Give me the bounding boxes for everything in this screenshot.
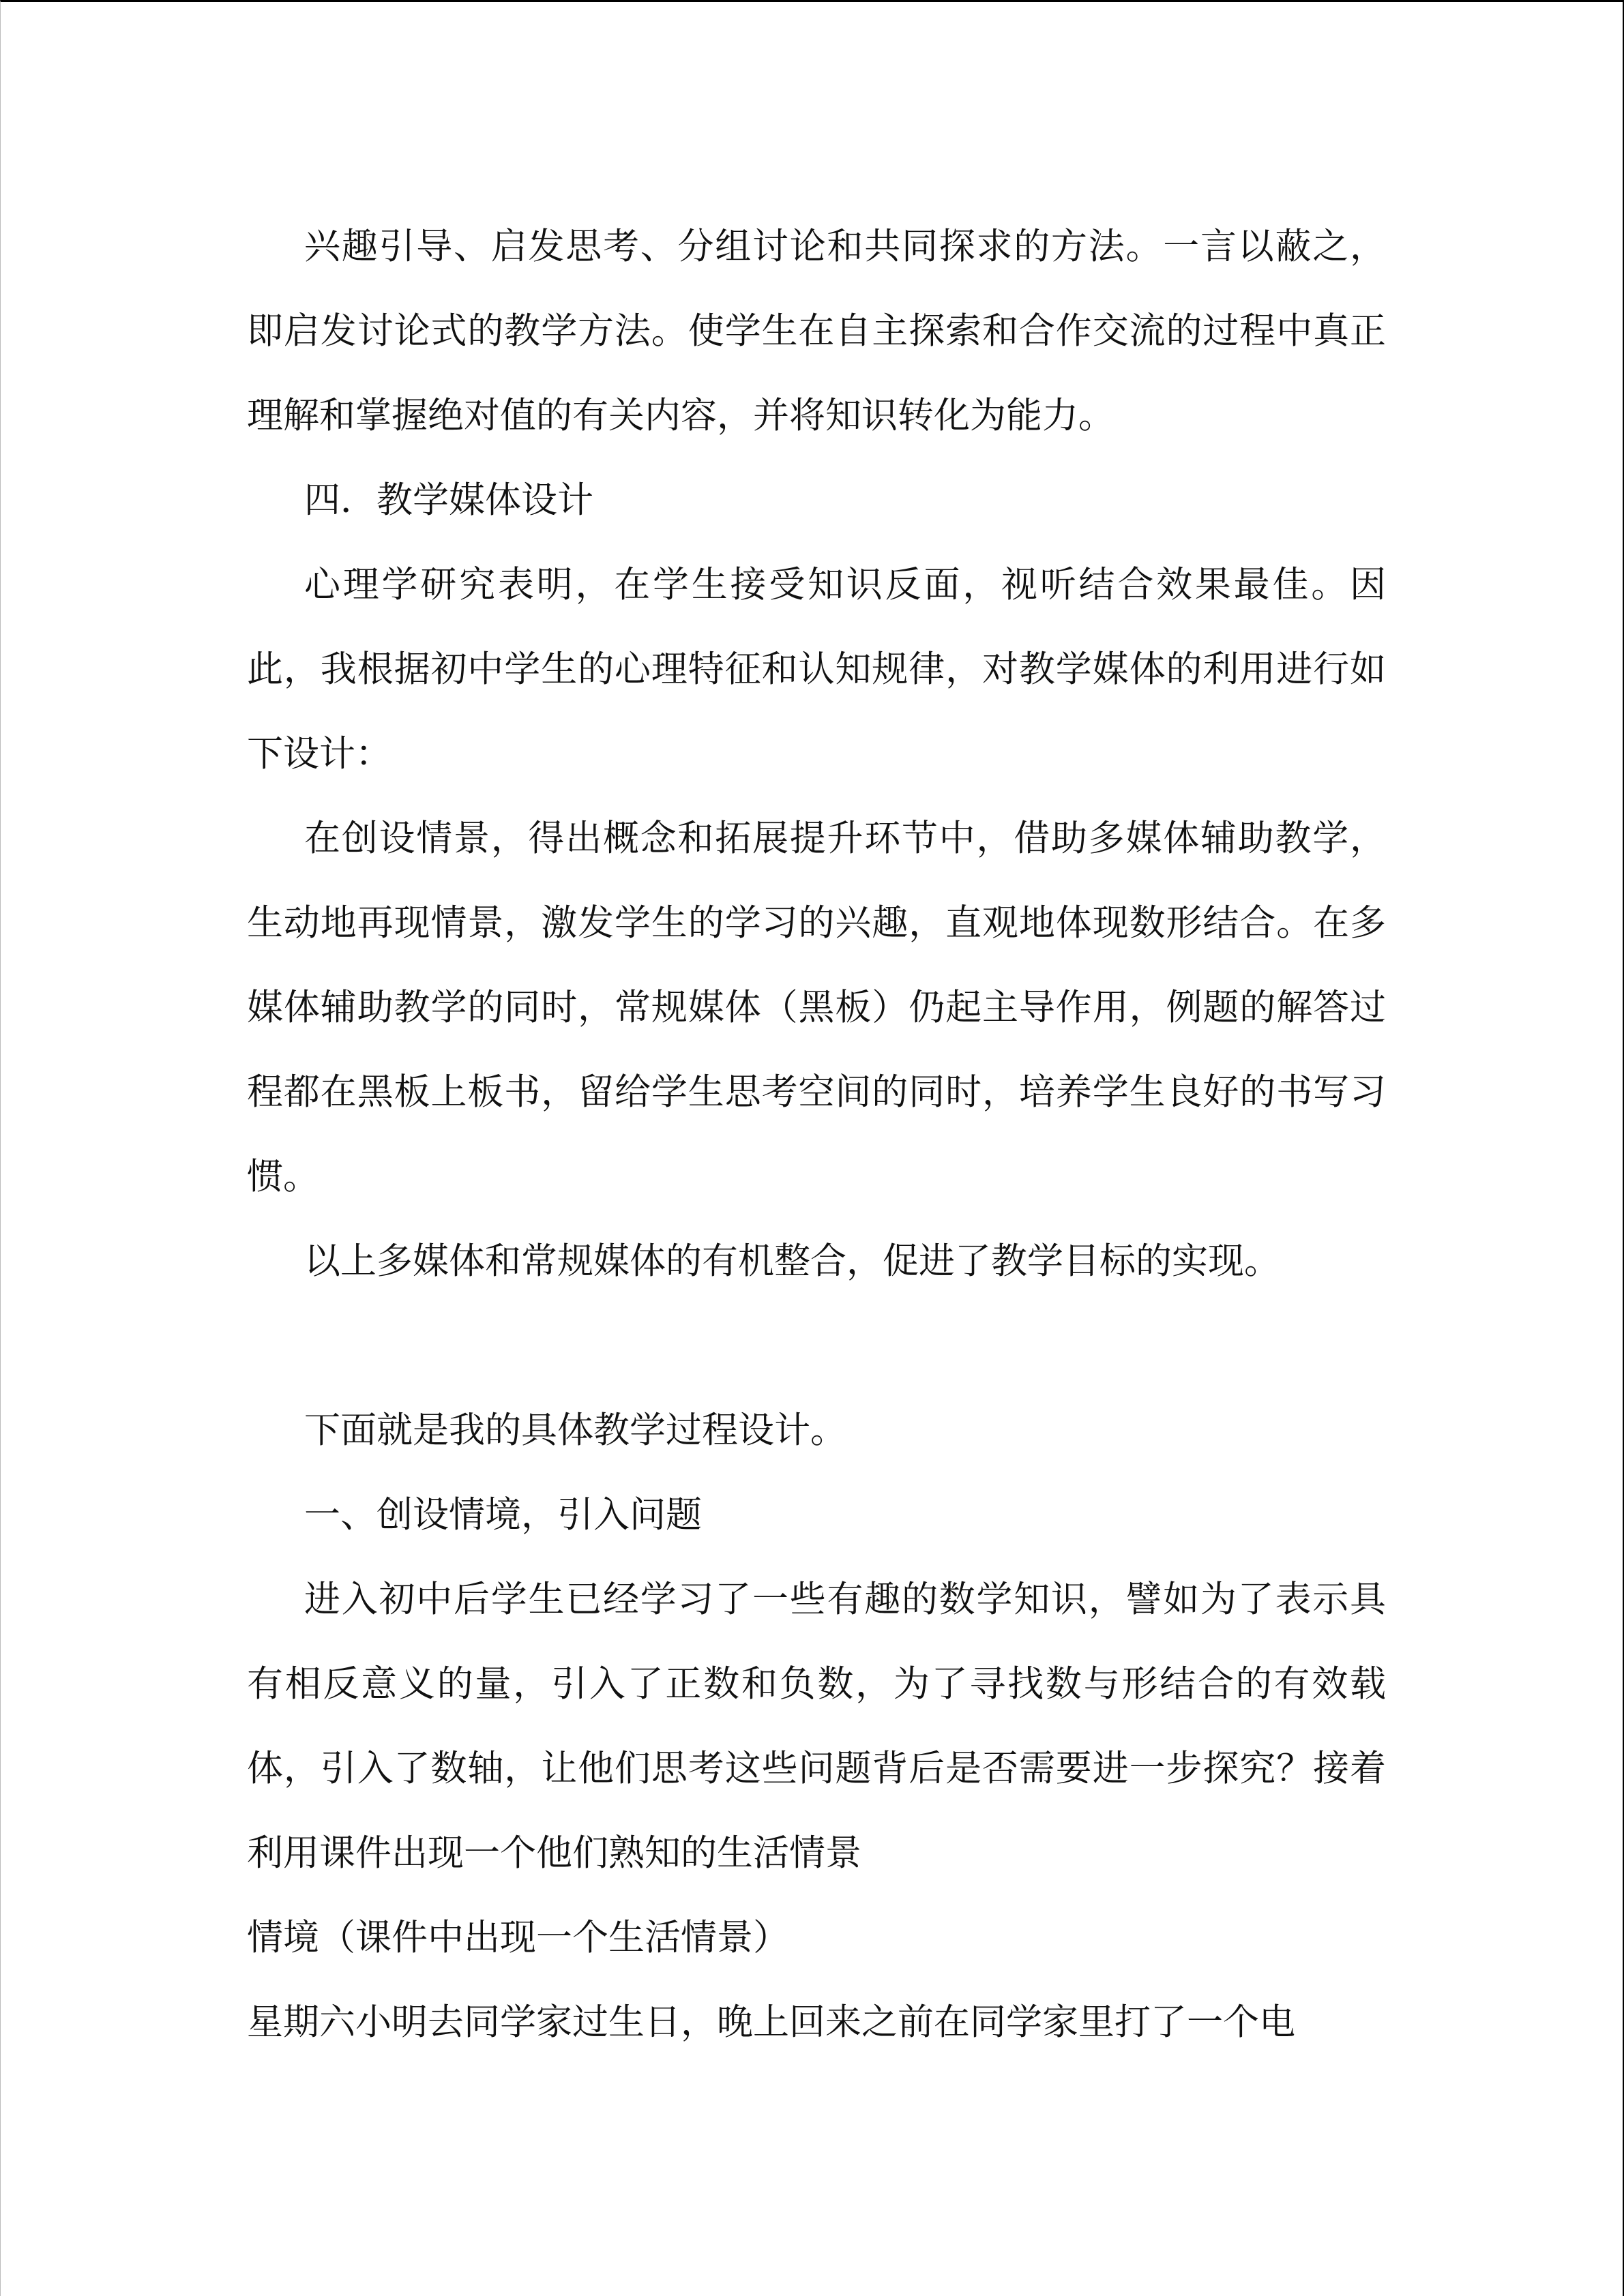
paragraph-media-integration: 以上多媒体和常规媒体的有机整合，促进了教学目标的实现。 [304,1240,1280,1282]
document-body [247,205,1386,2065]
paragraph-story-start: 星期六小明去同学家过生日，晚上回来之前在同学家里打了一个电 [247,2001,1295,2043]
paragraph-multimedia-usage: 在创设情景，得出概念和拓展提升环节中，借助多媒体辅助教学，生动地再现情景，激发学生的学习的兴趣，直观地体现数形结合。在多媒体辅助教学的同时，常规媒体（黑板）仍起主导作用，例题的解答过程都在黑板上板书，留给学生思考空间的同时，培养学生良好的书写习惯。 [247,818,1386,1197]
paragraph-spacer [247,1304,1386,1388]
paragraph-situation-label: 情境（课件中出现一个生活情景） [247,1917,789,1958]
paragraph-psychology-research: 心理学研究表明，在学生接受知识反面，视听结合效果最佳。因此，我根据初中学生的心理特征和认知规律，对教学媒体的利用进行如下设计： [247,564,1386,775]
section-heading-media-design: 四．教学媒体设计 [304,479,593,521]
paragraph-prior-knowledge: 进入初中后学生已经学习了一些有趣的数学知识，譬如为了表示具有相反意义的量，引入了正数和负数，为了寻找数与形结合的有效载体，引入了数轴，让他们思考这些问题背后是否需要进一步探究？接着利用课件出现一个他们熟知的生活情景 [247,1579,1386,1874]
section-heading-create-situation: 一、创设情境，引入问题 [304,1494,702,1536]
paragraph-teaching-method: 兴趣引导、启发思考、分组讨论和共同探求的方法。一言以蔽之，即启发讨论式的教学方法。使学生在自主探索和合作交流的过程中真正理解和掌握绝对值的有关内容，并将知识转化为能力。 [247,226,1386,436]
paragraph-process-intro: 下面就是我的具体教学过程设计。 [304,1410,846,1451]
